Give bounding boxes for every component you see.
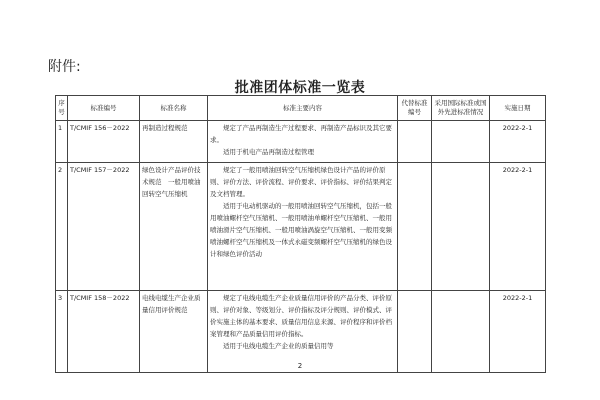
cell-code: T/CMIF 158－2022 <box>68 291 140 373</box>
cell-date: 2022-2-1 <box>490 291 546 373</box>
standards-table <box>55 95 546 373</box>
cell-date: 2022-2-1 <box>490 163 546 291</box>
header-code: 标准编号 <box>68 96 140 121</box>
cell-intl <box>432 163 490 291</box>
header-date: 实施日期 <box>490 96 546 121</box>
cell-name: 再制造过程规范 <box>140 121 208 163</box>
cell-name: 绿色设计产品评价技术规范 一般用喷油回转空气压缩机 <box>140 163 208 291</box>
header-content: 标准主要内容 <box>208 96 398 121</box>
header-intl: 采用国际标准或国外先进标准情况 <box>432 96 490 121</box>
header-name: 标准名称 <box>140 96 208 121</box>
table-row <box>56 121 546 163</box>
cell-date: 2022-2-1 <box>490 121 546 163</box>
attachment-label: 附件: <box>48 59 81 75</box>
cell-intl <box>432 121 490 163</box>
cell-seq: 2 <box>56 163 68 291</box>
content-paragraph: 适用于电动机驱动的一般用喷油回转空气压缩机，包括一般用喷油螺杆空气压缩机、一般用喷油单螺杆空气压缩机、一般用喷油滑片空气压缩机、一般用喷油涡旋空气压缩机、一般用变频喷油螺杆空气压缩机及一体式永磁变频螺杆空气压缩机的绿色设计和绿色评价活动 <box>210 202 392 258</box>
cell-name: 电线电缆生产企业质量信用评价规范 <box>140 291 208 373</box>
cell-replaced <box>398 163 432 291</box>
page-title: 批准团体标准一览表 <box>234 80 366 96</box>
cell-replaced <box>398 291 432 373</box>
page-number: 2 <box>297 362 303 370</box>
cell-seq: 3 <box>56 291 68 373</box>
header-seq: 序号 <box>56 96 68 121</box>
content-paragraph: 规定了电线电缆生产企业质量信用评价的产品分类、评价原则、评价对象、等级划分、评价指标及评分规则、评价模式、评价实施主体的基本要求、质量信用信息来源、评价程序和评价档案管理和产品质量信用评价指标。 <box>210 294 392 338</box>
cell-intl <box>432 291 490 373</box>
content-paragraph: 适用于机电产品再制造过程管理 <box>223 148 314 156</box>
cell-replaced <box>398 121 432 163</box>
cell-seq: 1 <box>56 121 68 163</box>
table-row <box>56 291 546 373</box>
content-paragraph: 规定了产品再制造生产过程要求、再制造产品标识及其它要求。 <box>210 124 392 144</box>
cell-content <box>208 163 398 291</box>
cell-code: T/CMIF 156－2022 <box>68 121 140 163</box>
table-header-row <box>56 96 546 121</box>
header-replaced: 代替标准编号 <box>398 96 432 121</box>
content-paragraph: 适用于电线电缆生产企业的质量信用等 <box>223 342 334 350</box>
content-paragraph: 规定了一般用喷油回转空气压缩机绿色设计产品的评价原则、评价方法、评价流程、评价要求、评价指标、评价结果判定及文档管理。 <box>210 166 392 198</box>
cell-content <box>208 291 398 373</box>
table-row <box>56 163 546 291</box>
cell-content <box>208 121 398 163</box>
cell-code: T/CMIF 157－2022 <box>68 163 140 291</box>
